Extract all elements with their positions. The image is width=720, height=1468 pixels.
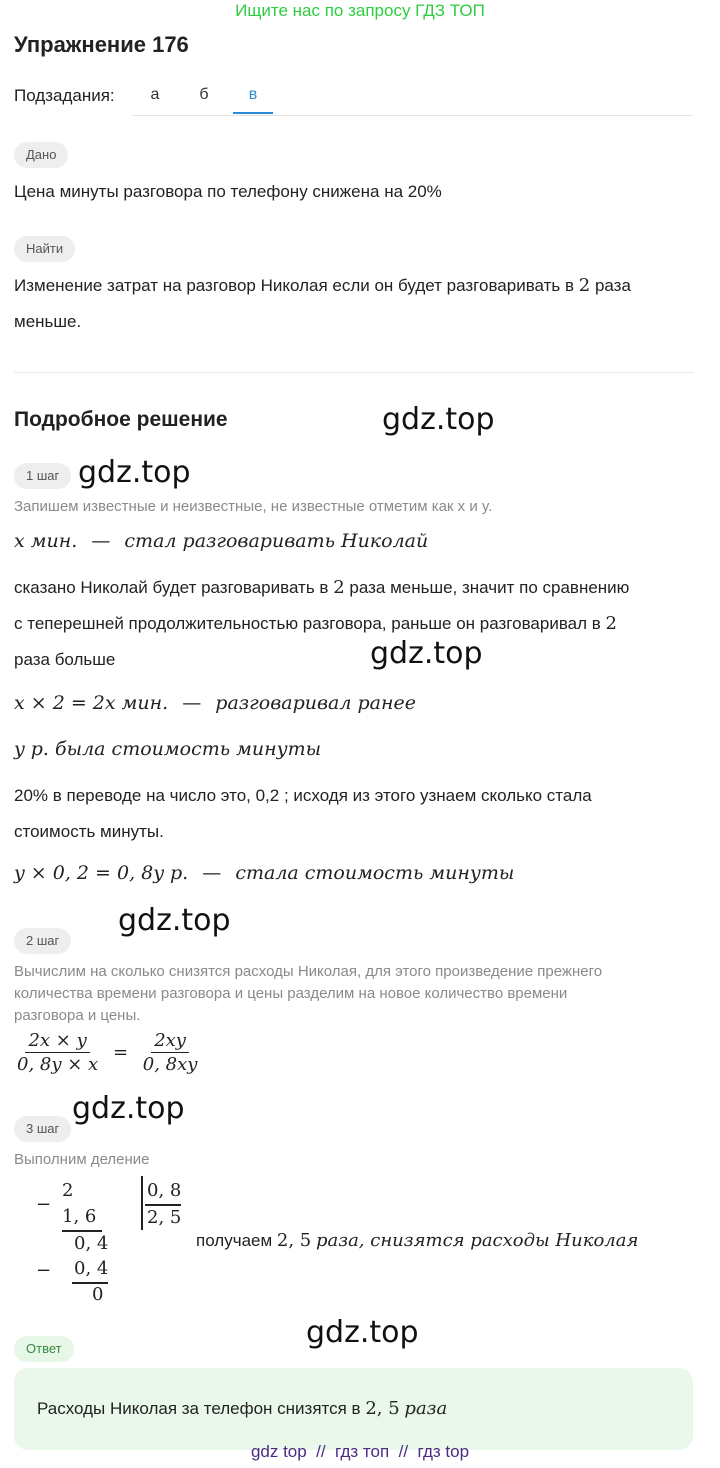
watermark: gdz.top	[306, 1315, 419, 1350]
equals-sign: =	[112, 1042, 129, 1063]
watermark: gdz.top	[72, 1091, 185, 1126]
equation-x-left: x мин.	[14, 530, 78, 552]
find-line-2: меньше.	[14, 312, 82, 331]
minus-sign: −	[36, 1194, 52, 1215]
find-line-1	[14, 268, 631, 304]
answer-text-a: Расходы Николая за телефон снизятся в	[37, 1399, 361, 1418]
solution-title: Подробное решение	[14, 408, 228, 431]
equation-y: y р. была стоимость минуты	[14, 738, 322, 760]
equation-price	[14, 862, 514, 884]
para-text: с теперешней продолжительностью разговора, раньше он разговаривал в	[14, 614, 601, 633]
para-number: 2	[605, 613, 617, 634]
find-chip: Найти	[14, 236, 75, 262]
fraction-denominator: 0, 8xy	[142, 1054, 198, 1075]
equation-dash: —	[202, 862, 222, 884]
watermark: gdz.top	[370, 636, 483, 671]
subtrahend-2: 0, 4	[74, 1258, 109, 1279]
step-3-chip: 3 шаг	[14, 1116, 71, 1142]
step-1-para-line-3: раза больше	[14, 650, 116, 669]
remainder-1: 0, 4	[74, 1233, 109, 1254]
step-1-para-line-1	[14, 570, 629, 606]
result-text: получаем	[196, 1231, 273, 1250]
equation-left: x × 2 = 2x мин.	[14, 692, 169, 714]
para-number: 2	[333, 577, 345, 598]
equation-dash: —	[182, 692, 202, 714]
para-text: раза меньше, значит по сравнению	[349, 578, 630, 597]
step-2-note-line-1: Вычислим на сколько снизятся расходы Николая, для этого произведение прежнего	[14, 963, 603, 980]
dividend: 2	[62, 1180, 74, 1201]
answer-number: 2, 5	[365, 1398, 400, 1419]
division-result	[196, 1230, 638, 1251]
tab-b[interactable]: б	[199, 86, 209, 103]
answer-text-b: раза	[404, 1398, 448, 1419]
subtasks-label: Подзадания:	[14, 86, 115, 105]
equation-x-right: стал разговаривать Николай	[124, 530, 429, 552]
equation-right: стала стоимость минуты	[235, 862, 515, 884]
search-banner: Ищите нас по запросу ГДЗ ТОП	[235, 1, 485, 20]
fraction-equation	[14, 1030, 200, 1075]
fraction-denominator: 0, 8y × x	[17, 1054, 99, 1075]
fraction-numerator: 2x × y	[25, 1030, 89, 1053]
step-3-note: Выполним деление	[14, 1151, 150, 1168]
divisor: 0, 8	[147, 1180, 182, 1201]
watermark: gdz.top	[118, 903, 231, 938]
quotient: 2, 5	[147, 1207, 182, 1228]
subtrahend-1: 1, 6	[62, 1206, 97, 1227]
step-1-para2-line-2: стоимость минуты.	[14, 822, 164, 841]
tab-a[interactable]: а	[150, 86, 160, 103]
fraction-left	[14, 1030, 101, 1075]
find-text-a: Изменение затрат на разговор Николая если он будет разговаривать в	[14, 276, 575, 295]
footer-links[interactable]: gdz top // гдз топ // гдз top	[250, 1442, 470, 1461]
watermark: gdz.top	[382, 402, 495, 437]
tab-v[interactable]: в	[233, 86, 273, 114]
quotient-line	[145, 1204, 181, 1206]
step-1-para2-line-1: 20% в переводе на число это, 0,2 ; исходя из этого узнаем сколько стала	[14, 786, 592, 805]
answer-text	[37, 1398, 447, 1419]
find-number: 2	[578, 275, 591, 296]
result-number: 2, 5	[276, 1230, 312, 1251]
equation-left: y × 0, 2 = 0, 8y р.	[14, 862, 189, 884]
step-1-para-line-2	[14, 606, 617, 642]
given-chip: Дано	[14, 142, 68, 168]
step-2-note-line-2: количества времени разговора и цены разделим на новое количество времени	[14, 985, 568, 1002]
minus-sign: −	[36, 1260, 52, 1281]
equation-dash: —	[91, 530, 111, 552]
para-text: сказано Николай будет разговаривать в	[14, 578, 329, 597]
equation-right: разговаривал ранее	[215, 692, 416, 714]
fraction-right	[140, 1030, 201, 1075]
given-text: Цена минуты разговора по телефону снижена на 20%	[14, 182, 442, 201]
tabs-underline	[133, 115, 693, 116]
divisor-bracket	[141, 1176, 143, 1230]
step-1-chip: 1 шаг	[14, 463, 71, 489]
step-2-note-line-3: разговора и цены.	[14, 1007, 141, 1024]
step-1-note: Запишем известные и неизвестные, не известные отметим как x и y.	[14, 498, 493, 515]
equation-2x	[14, 692, 416, 714]
equation-x	[14, 530, 428, 552]
fraction-numerator: 2xy	[151, 1030, 189, 1053]
find-text-b: раза	[594, 276, 631, 295]
page-title: Упражнение 176	[14, 32, 189, 57]
remainder-2: 0	[92, 1284, 104, 1305]
result-italic: раза, снизятся расходы Николая	[316, 1230, 639, 1251]
watermark: gdz.top	[78, 455, 191, 490]
step-2-chip: 2 шаг	[14, 928, 71, 954]
answer-chip: Ответ	[14, 1336, 74, 1362]
division-line	[62, 1230, 102, 1232]
section-divider	[14, 372, 694, 373]
